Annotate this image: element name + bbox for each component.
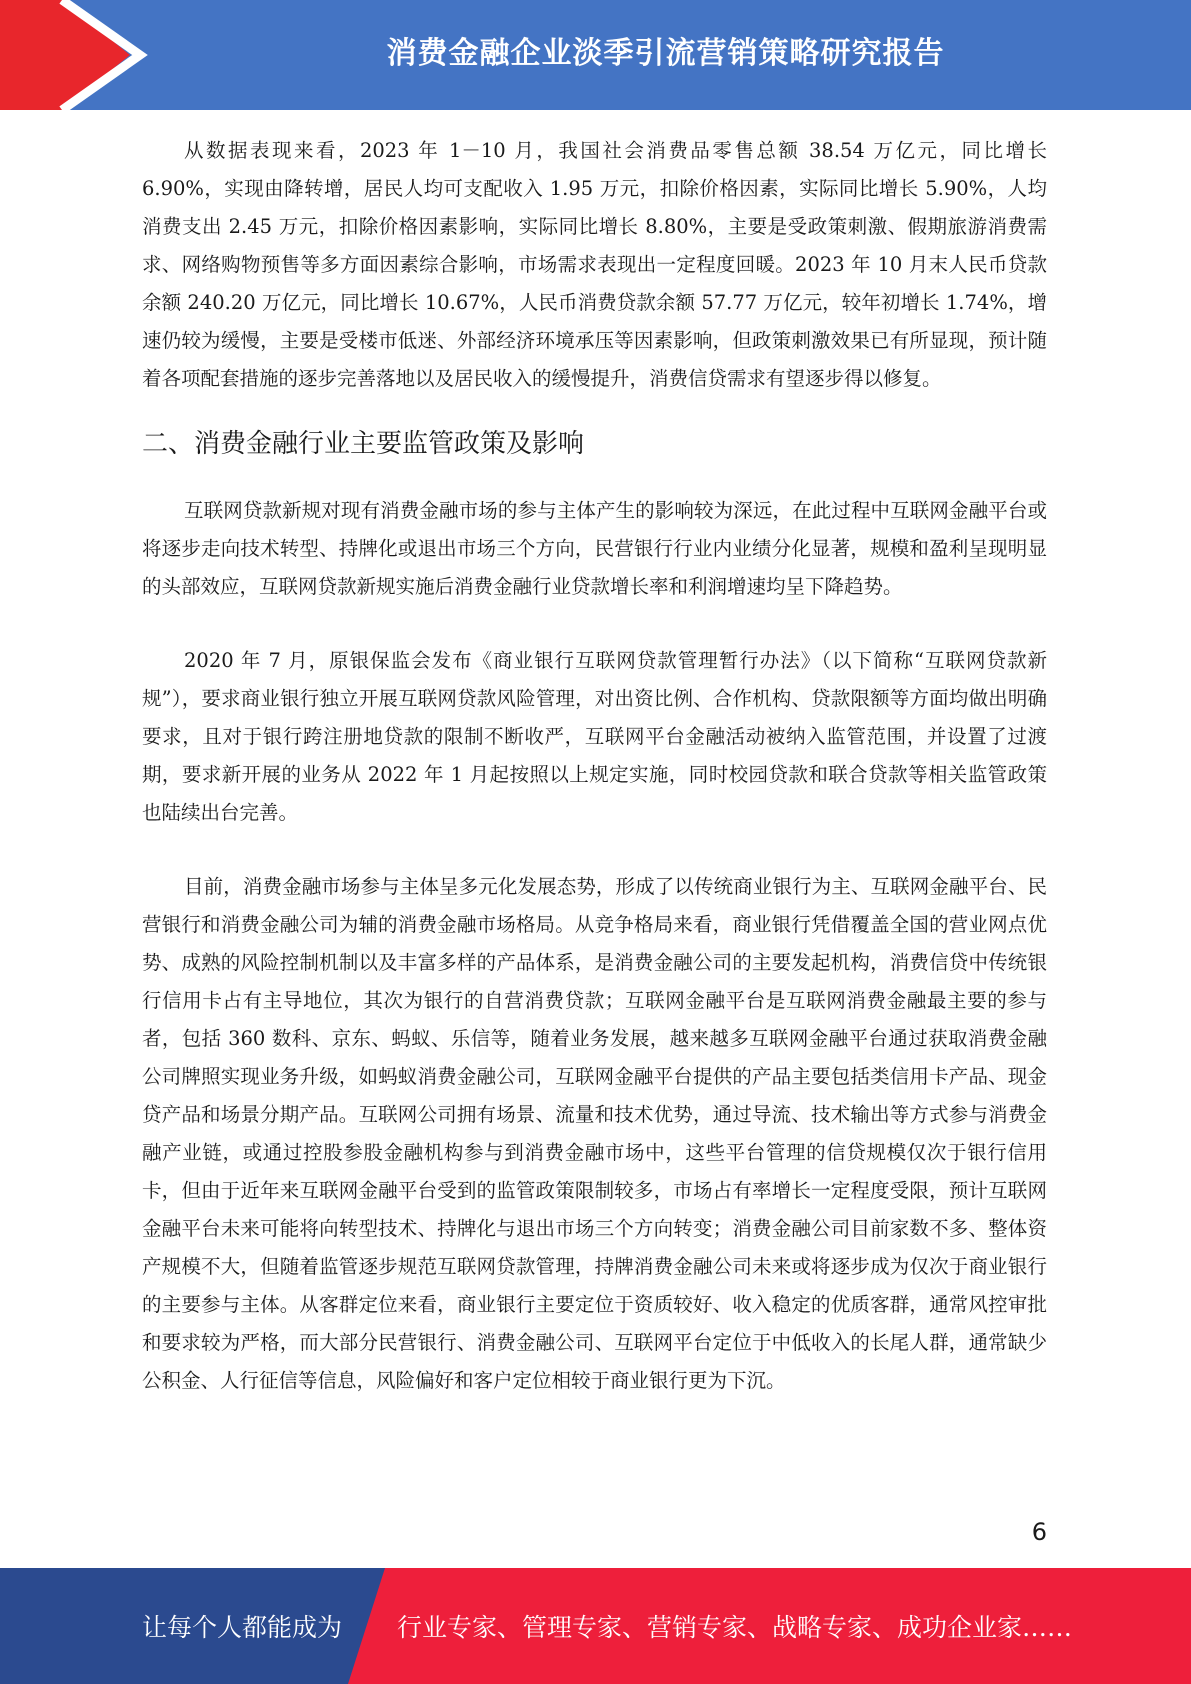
paragraph-internet-loan-rules: 互联网贷款新规对现有消费金融市场的参与主体产生的影响较为深远，在此过程中互联网金融平台或将逐步走向技术转型、持牌化或退出市场三个方向，民营银行行业内业绩分化显著，规模和盈利呈现明显的头部效应，互联网贷款新规实施后消费金融行业贷款增长率和利润增速均呈下降趋势。 (142, 499, 1047, 598)
paragraph-data-performance: 从数据表现来看，2023 年 1－10 月，我国社会消费品零售总额 38.54 万亿元，同比增长 6.90%，实现由降转增，居民人均可支配收入 1.95 万元，扣除价格因素，实际同比增长 5.90%，人均消费支出 2.45 万元，扣除价格因素影响，实际同比增长 8.80%，主要是受政策刺激、假期旅游消费需求、网络购物预售等多方面因素综合影响，市场需求表现出一定程度回暖。2023 年 10 月末人民币贷款余额 240.20 万亿元，同比增长 10.67%，人民币消费贷款余额 57.77 万亿元，较年初增长 1.74%，增速仍较为缓慢，主要是受楼市低迷、外部经济环境承压等因素影响，但政策刺激效果已有所显现，预计随着各项配套措施的逐步完善落地以及居民收入的缓慢提升，消费信贷需求有望逐步得以修复。 (142, 139, 1047, 390)
section-heading: 二、消费金融行业主要监管政策及影响 (142, 429, 585, 459)
paragraph-regulation-2020: 2020 年 7 月，原银保监会发布《商业银行互联网贷款管理暂行办法》（以下简称“互联网贷款新规”），要求商业银行独立开展互联网贷款风险管理，对出资比例、合作机构、贷款限额等方面均做出明确要求，且对于银行跨注册地贷款的限制不断收严，互联网平台金融活动被纳入监管范围，并设置了过渡期，要求新开展的业务从 2022 年 1 月起按照以上规定实施，同时校园贷款和联合贷款等相关监管政策也陆续出台完善。 (142, 649, 1047, 824)
document-body (142, 132, 1047, 1400)
footer-slogan-right: 行业专家、管理专家、营销专家、战略专家、成功企业家…… (397, 1613, 1073, 1642)
page-footer (0, 1568, 1191, 1684)
page-header (0, 0, 1191, 110)
paragraph-market-structure: 目前，消费金融市场参与主体呈多元化发展态势，形成了以传统商业银行为主、互联网金融平台、民营银行和消费金融公司为辅的消费金融市场格局。从竞争格局来看，商业银行凭借覆盖全国的营业网点优势、成熟的风险控制机制以及丰富多样的产品体系，是消费金融公司的主要发起机构，消费信贷中传统银行信用卡占有主导地位，其次为银行的自营消费贷款；互联网金融平台是互联网消费金融最主要的参与者，包括 360 数科、京东、蚂蚁、乐信等，随着业务发展，越来越多互联网金融平台通过获取消费金融公司牌照实现业务升级，如蚂蚁消费金融公司，互联网金融平台提供的产品主要包括类信用卡产品、现金贷产品和场景分期产品。互联网公司拥有场景、流量和技术优势，通过导流、技术输出等方式参与消费金融产业链，或通过控股参股金融机构参与到消费金融市场中，这些平台管理的信贷规模仅次于银行信用卡，但由于近年来互联网金融平台受到的监管政策限制较多，市场占有率增长一定程度受限，预计互联网金融平台未来可能将向转型技术、持牌化与退出市场三个方向转变；消费金融公司目前家数不多、整体资产规模不大，但随着监管逐步规范互联网贷款管理，持牌消费金融公司未来或将逐步成为仅次于商业银行的主要参与主体。从客群定位来看，商业银行主要定位于资质较好、收入稳定的优质客群，通常风控审批和要求较为严格，而大部分民营银行、消费金融公司、互联网平台定位于中低收入的长尾人群，通常缺少公积金、人行征信等信息，风险偏好和客户定位相较于商业银行更为下沉。 (142, 875, 1047, 1392)
footer-slogan-left: 让每个人都能成为 (142, 1613, 343, 1642)
report-title: 消费金融企业淡季引流营销策略研究报告 (386, 36, 945, 71)
page-number: 6 (1031, 1518, 1047, 1546)
